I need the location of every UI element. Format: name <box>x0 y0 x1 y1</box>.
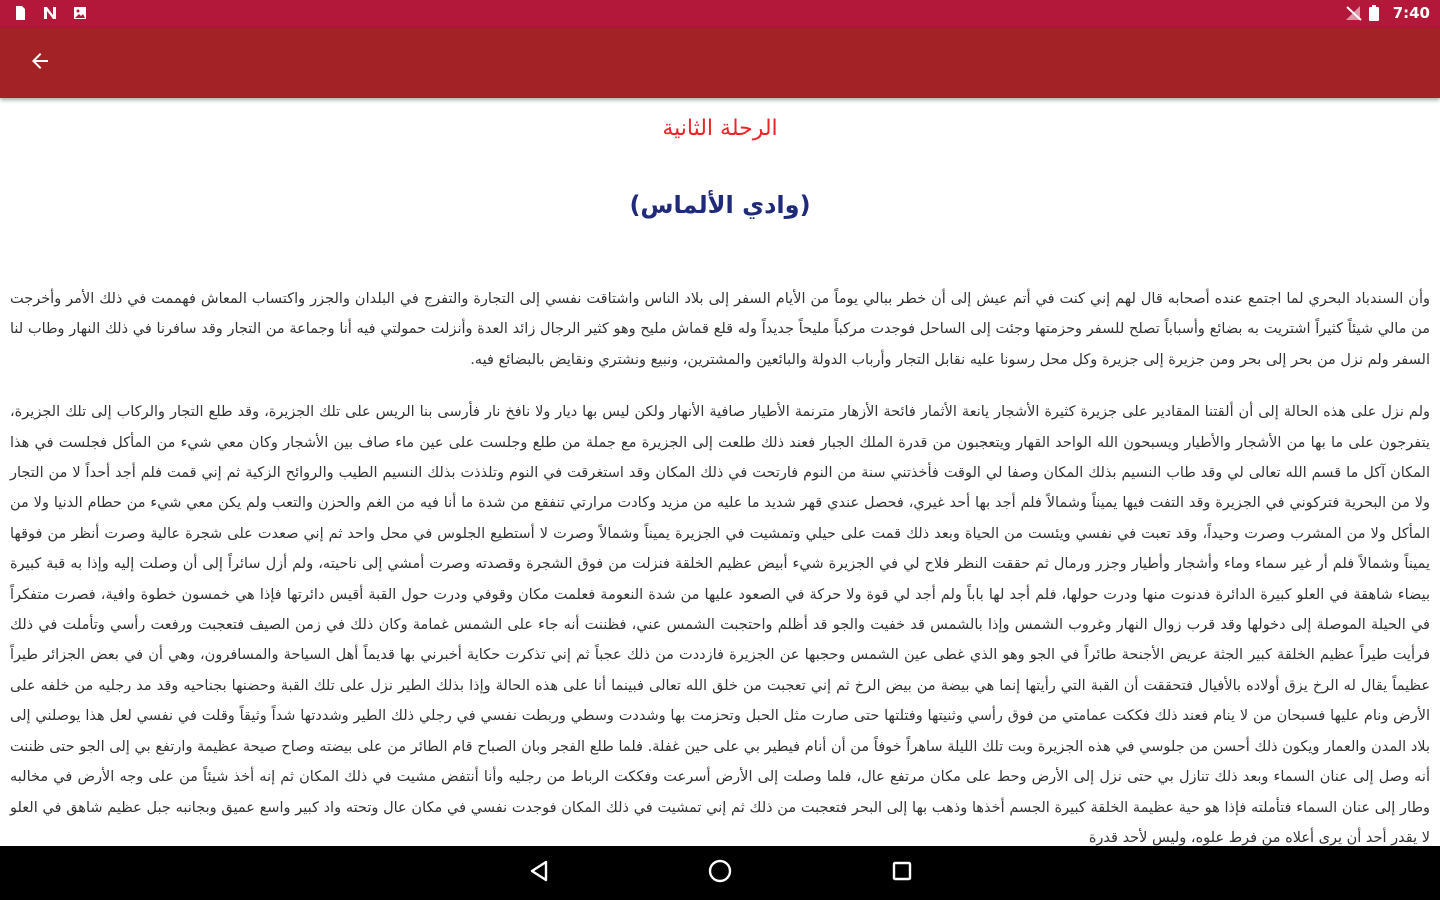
paragraph: وأن السندباد البحري لما اجتمع عنده أصحابه قال لهم إني كنت في أتم عيش إلى أن خطر ببالي يوماً من الأيام السفر إلى بلاد الناس واشتاقت نفسي إلى التجارة والتفرج في البلدان والجزر واكتساب المعاش فهممت في ذلك الأمر وأخرجت من مالي شيئاً كثيراً اشتريت به بضائع وأسباباً تصلح للسفر وحزمتها وجئت إلى الساحل فوجدت مركباً مليحاً جديداً وله قلع قماش مليح وهو كثير الرجال زائد العدة وأنزلت حمولتي فيه أنا وجماعة من التجار وقد سافرنا في ذلك النهار وطاب لنا السفر ولم نزل من بحر إلى بحر ومن جزيرة إلى جزيرة وكل محل رسونا عليه نقابل التجار وأرباب الدولة والبائعين والمشترين، ونبيع ونشتري ونقايض بالبضائع فيه. <box>10 291 1430 368</box>
chapter-title: الرحلة الثانية <box>662 116 778 141</box>
status-time: 7:40 <box>1392 4 1430 22</box>
circle-home-icon <box>707 858 733 888</box>
status-left-icons <box>12 5 88 21</box>
signal-off-icon <box>1345 5 1361 21</box>
chapter-subtitle: (وادي الألماس) <box>629 191 811 219</box>
image-icon <box>72 5 88 21</box>
chapter-body <box>10 284 1430 846</box>
sd-card-icon <box>12 5 28 21</box>
navigation-bar <box>0 846 1440 900</box>
paragraph: ولم نزل على هذه الحالة إلى أن ألقتنا المقادير على جزيرة كثيرة الأشجار يانعة الأثمار فائحة الأزهار مترنمة الأطيار صافية الأنهار ولكن ليس بها ديار ولا نافخ نار فأرسى بنا الريس على تلك الجزيرة، وقد طلع التجار والركاب إلى تلك الجزيرة، يتفرجون على ما بها من الأشجار والأطيار ويسبحون الله الواحد القهار ويتعجبون من قدرة الملك الجبار فعند ذلك طلعت إلى الجزيرة مع جملة من طلع وجلست على عين ماء صاف بين الأشجار وكان معي شيء من المأكل فجلست في هذا المكان آكل ما قسم الله تعالى لي وقد طاب النسيم بذلك المكان وصفا لي الوقت فأخذتني سنة من النوم فارتحت في ذلك المكان وقد استغرقت في النوم وتلذذت بذلك النسيم الطيب والروائح الزكية ثم إني قمت فلم أجد أحداً لا من التجار ولا من البحرية فتركوني في الجزيرة وقد التفت فيها يميناً وشمالاً فلم أجد بها أحد غيري، فحصل عندي قهر شديد ما عليه من مزيد وكادت مرارتي تنفقع من شدة ما أنا فيه من الغم والحزن والتعب ولم يكن معي شيء من حطام الدنيا ولا من المأكل ولا من المشرب وصرت وحيداً، وقد تعبت في نفسي ويئست من الحياة وبعد ذلك قمت على حيلي وتمشيت في الجزيرة يميناً وشمالاً وصرت لا أستطيع الجلوس في محل واحد ثم إني صعدت على شجرة عالية وصرت أنظر من فوقها يميناً وشمالاً فلم أر غير سماء وماء وأشجار وأطيار وجزر ورمال ثم حققت النظر فلاح لي في الجزيرة شيء أبيض عظيم الخلقة فنزلت من فوق الشجرة وقصدته وصرت أمشي إلى ناحيته، ولم أزل سائراً إلى أن وصلت إليه وإذا به قبة كبيرة بيضاء شاهقة في العلو كبيرة الدائرة فدنوت منها ودرت حولها، فلم أجد لها باباً ولم أجد لي قوة ولا حركة في الصعود عليها من شدة النعومة فعلمت مكان وقوفي ودرت حول القبة أقيس دائرتها فإذا هي خمسون خطوة وافية، فصرت متفكراً في الحيلة الموصلة إلى دخولها وقد قرب زوال النهار وغروب الشمس وإذا بالشمس قد خفيت والجو قد أظلم واحتجبت الشمس عني، فظننت أنه جاء على الشمس غمامة وكان ذلك في زمن الصيف فتعجبت ورفعت رأسي وتأملت في ذلك فرأيت طيراً عظيم الخلقة كبير الجثة عريض الأجنحة طائراً في الجو وهو الذي غطى عين الشمس وحجبها عن الجزيرة فازددت من ذلك عجباً ثم إني تذكرت حكاية أخبرني بها قديماً أهل السياحة والمسافرون، وهي أن في بعض الجزائر طيراً عظيماً يقال له الرخ يزق أولاده بالأفيال فتحققت أن القبة التي رأيتها إنما هي بيضة من بيض الرخ ثم إني تعجبت من خلق الله تعالى فبينما أنا على هذه الحالة وإذا بذلك الطير نزل على تلك القبة وحضنها بجناحيه وقد مد رجليه من خلفه على الأرض ونام عليها فسبحان من لا ينام فعند ذلك فككت عمامتي من فوق رأسي وثنيتها وفتلتها حتى صارت مثل الحبل وتحزمت بها وشددت وسطي وربطت نفسي في رجلي ذلك الطير وشددتها شداً وثيقاً وقلت في نفسي لعل هذا يوصلني إلى بلاد المدن والعمار ويكون ذلك أحسن من جلوسي في هذه الجزيرة وبت تلك الليلة ساهراً خوفاً من أن أنام فيطير بي على حين غفلة. فلما طلع الفجر وبان الصباح قام الطائر من على بيضته وصاح صيحة عظيمة وارتفع بي إلى الجو حتى ظننت أنه وصل إلى عنان السماء وبعد ذلك تنازل بي حتى نزل إلى الأرض وحط على مكان مرتفع عال، فلما وصلت إلى الأرض أسرعت وفككت الرباط من رجليه وأنا أنتفض مشيت في ذلك المكان ثم إنه أخذ شيئاً من على وجه الأرض في مخالبه وطار إلى عنان السماء فتأملته فإذا هو حية عظيمة الخلقة كبيرة الجسم أخذها وذهب بها إلى البحر فتعجبت من ذلك ثم إني تمشيت في ذلك المكان فوجدت نفسي في مكان عال وتحته واد كبير واسع عميق وبجانبه جبل عظيم شاهق في العلو لا يقدر أحد أن يرى أعلاه من فرط علوه، وليس لأحد قدرة <box>10 404 1430 846</box>
arrow-left-icon <box>28 49 52 77</box>
toolbar <box>0 28 1440 98</box>
nav-recents-button[interactable] <box>887 859 917 887</box>
square-recents-icon <box>891 860 913 886</box>
back-button[interactable] <box>20 43 60 83</box>
status-bar <box>0 0 1440 28</box>
chapter-content[interactable] <box>0 100 1440 846</box>
nav-back-button[interactable] <box>524 859 554 887</box>
n-icon <box>42 5 58 21</box>
nav-home-button[interactable] <box>705 859 735 887</box>
status-right <box>1345 4 1430 22</box>
battery-icon <box>1369 5 1385 21</box>
triangle-back-icon <box>528 859 550 887</box>
